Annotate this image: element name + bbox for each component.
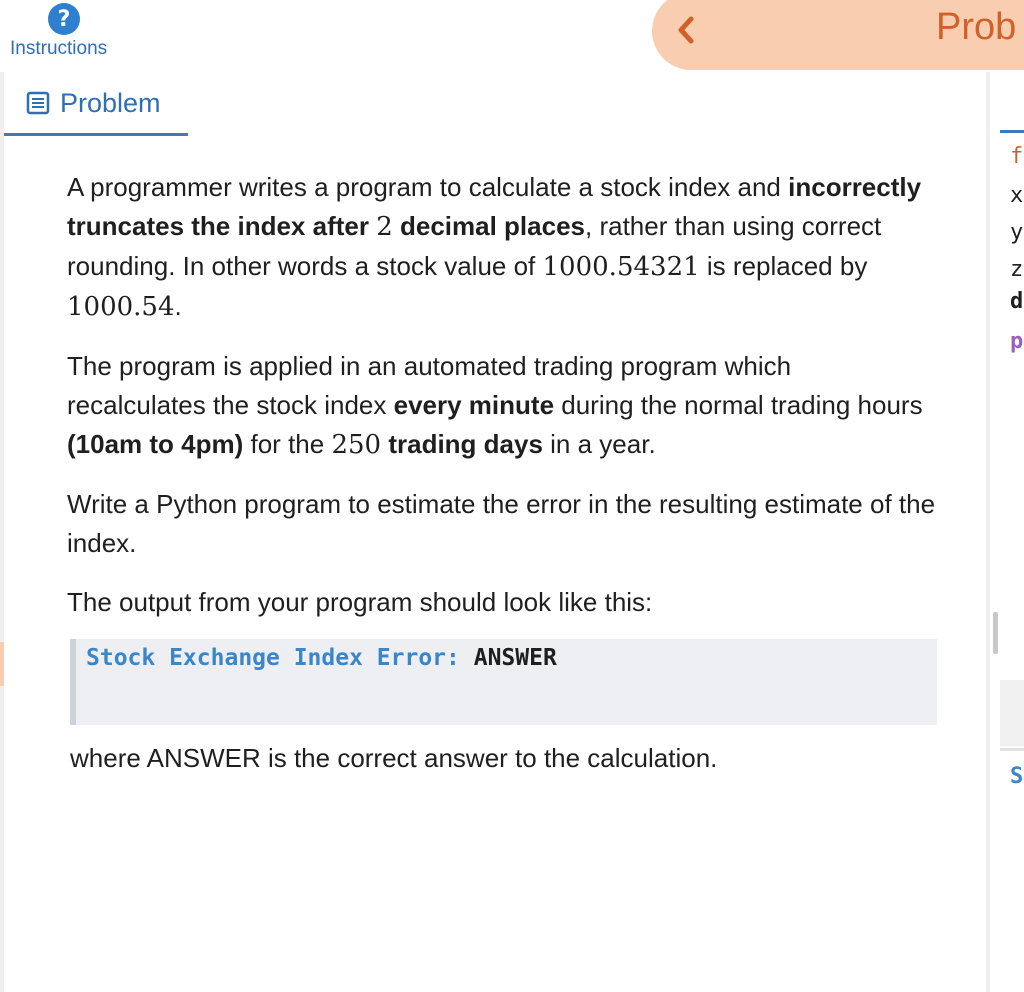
help-button[interactable] bbox=[48, 3, 80, 35]
paragraph-1 bbox=[67, 168, 937, 327]
paragraph-2 bbox=[67, 347, 937, 465]
main-area bbox=[0, 72, 990, 992]
list-document-icon bbox=[26, 91, 50, 115]
bold-text: decimal places bbox=[400, 211, 585, 241]
code-line: y bbox=[1010, 220, 1024, 245]
text: . bbox=[174, 291, 182, 321]
code-line bbox=[86, 645, 557, 671]
code-key: Stock Exchange Index Error: bbox=[86, 645, 460, 671]
top-bar bbox=[0, 0, 1024, 72]
code-line: z bbox=[1010, 257, 1024, 282]
math-number: 1000.54321 bbox=[542, 252, 700, 282]
text: for the bbox=[250, 429, 325, 459]
paragraph-5: where ANSWER is the correct answer to the calculation. bbox=[70, 743, 718, 773]
bold-text: every minute bbox=[393, 390, 555, 420]
text: , rather than using correct rounding. In other words a stock value of bbox=[67, 211, 882, 281]
math-number: 250 bbox=[331, 430, 382, 460]
instructions-label[interactable]: Instructions bbox=[10, 38, 108, 59]
tab-problem[interactable] bbox=[4, 84, 188, 136]
code-editor-panel bbox=[1000, 72, 1024, 992]
math-number: 1000.54 bbox=[67, 292, 175, 322]
code-line: f bbox=[1010, 144, 1024, 169]
bold-text: trading days bbox=[388, 429, 543, 459]
text: The program is applied in an automated trading program which recalculates the stock index bbox=[67, 351, 792, 420]
chevron-left-icon[interactable] bbox=[674, 12, 698, 48]
bold-text: incorrectly truncates the index after bbox=[67, 172, 922, 241]
tab-underline bbox=[1000, 130, 1024, 133]
code-line: p bbox=[1010, 329, 1024, 354]
paragraph-3: Write a Python program to estimate the error in the resulting estimate of the index. bbox=[67, 489, 936, 558]
problem-panel bbox=[4, 72, 986, 992]
text: in a year. bbox=[550, 429, 656, 459]
output-code-block bbox=[70, 639, 937, 725]
code-answer: ANSWER bbox=[473, 645, 557, 671]
scrollbar-thumb[interactable] bbox=[993, 612, 998, 654]
text: is replaced by bbox=[706, 251, 868, 281]
code-line: x bbox=[1010, 183, 1024, 208]
bold-text: (10am to 4pm) bbox=[67, 429, 244, 459]
text: during the normal trading hours bbox=[561, 390, 923, 420]
paragraph-4: The output from your program should look like this: bbox=[67, 587, 653, 617]
question-circle-icon: ? bbox=[57, 6, 71, 32]
divider bbox=[1000, 748, 1024, 751]
problem-text bbox=[67, 168, 937, 642]
editor-gutter bbox=[1000, 680, 1024, 746]
left-marker bbox=[0, 642, 4, 686]
problem-panel-title: Prob bbox=[936, 6, 1017, 48]
math-number: 2 bbox=[376, 212, 393, 242]
code-line: d bbox=[1010, 289, 1024, 314]
code-line: S bbox=[1010, 764, 1024, 789]
tab-label: Problem bbox=[60, 88, 161, 118]
text: A programmer writes a program to calculate a stock index and bbox=[67, 172, 781, 202]
